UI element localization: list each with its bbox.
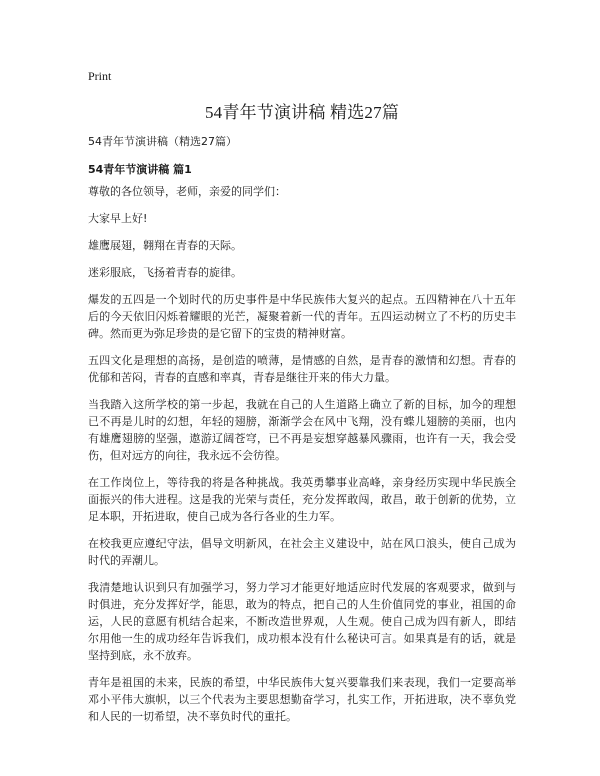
document-body: [88, 183, 516, 735]
paragraph-morning: 大家早上好!: [88, 212, 148, 225]
paragraph-future: 青年是祖国的未来，民族的希望，中华民族伟大复兴要靠我们来表现，我们一定要高举邓小平伟大旗帜，以三个代表为主要思想勤奋学习，扎实工作，开拓进取，决不辜负党和人民的一切希望，决不辜负时代的重托。: [88, 676, 516, 723]
document-subtitle: 54青年节演讲稿（精选27篇）: [88, 135, 237, 148]
paragraph-work-challenges: 在工作岗位上，等待我的将是各种挑战。我英勇攀事业高峰，亲身经历实现中华民族全面振兴的伟大进程。这是我的光荣与责任，充分发挥敢闯，敢昌，敢于创新的优势，立足本职，开拓进取，使自己成为各行各业的生力军。: [88, 476, 516, 523]
page-title: 54青年节演讲稿 精选27篇: [204, 103, 400, 122]
section-heading: 54青年节演讲稿 篇1: [88, 163, 192, 176]
print-link[interactable]: Print: [88, 69, 112, 83]
paragraph-eagle: 雄鹰展翅，翱翔在青春的天际。: [88, 239, 242, 252]
paragraph-may-fourth-culture: 五四文化是理想的高扬，是创造的喷薄，是情感的自然，是青春的激情和幻想。青春的优郁和苦闷，青春的直感和率真，青春是继往开来的伟大力量。: [88, 354, 516, 384]
paragraph-camouflage: 迷彩服底，飞扬着青春的旋律。: [88, 266, 242, 279]
paragraph-study: 我清楚地认识到只有加强学习，努力学习才能更好地适应时代发展的客观要求，做到与时俱进，充分发挥好学，能思，敢为的特点，把自己的人生价值同党的事业，祖国的命运，人民的意愿有机结合起来，不断改造世界观，人生观。使自己成为四有新人，即结尔用他一生的成功经年告诉我们，成功根本没有什么秘诀可言。如果真是有的话，就是坚持到底，永不放弃。: [88, 581, 516, 662]
paragraph-may-fourth-history: 爆发的五四是一个划时代的历史事件是中华民族伟大复兴的起点。五四精神在八十五年后的今天依旧闪烁着耀眼的光芒，凝聚着新一代的青年。五四运动树立了不朽的历史丰碑。然而更为弥足珍贵的是它留下的宝贵的精神财富。: [88, 293, 516, 340]
paragraph-school-goals: 当我踏入这所学校的第一步起，我就在自己的人生道路上确立了新的目标，加今的理想已不再是儿时的幻想，年轻的翅膀，渐渐学会在风中飞翔，没有蝶儿翅膀的美丽，也内有雄鹰翅膀的坚强，遨游辽阔苍穹，已不再是妄想穿越暴风骤雨，也许有一天，我会受伤，但对远方的向往，我永远不会彷徨。: [88, 398, 516, 462]
paragraph-greeting: 尊敬的各位领导，老师，亲爱的同学们：: [88, 185, 286, 198]
paragraph-school-conduct: 在校我更应遵纪守法，倡导文明新风，在社会主义建设中，站在风口浪头，使自己成为时代的弄潮儿。: [88, 537, 516, 567]
